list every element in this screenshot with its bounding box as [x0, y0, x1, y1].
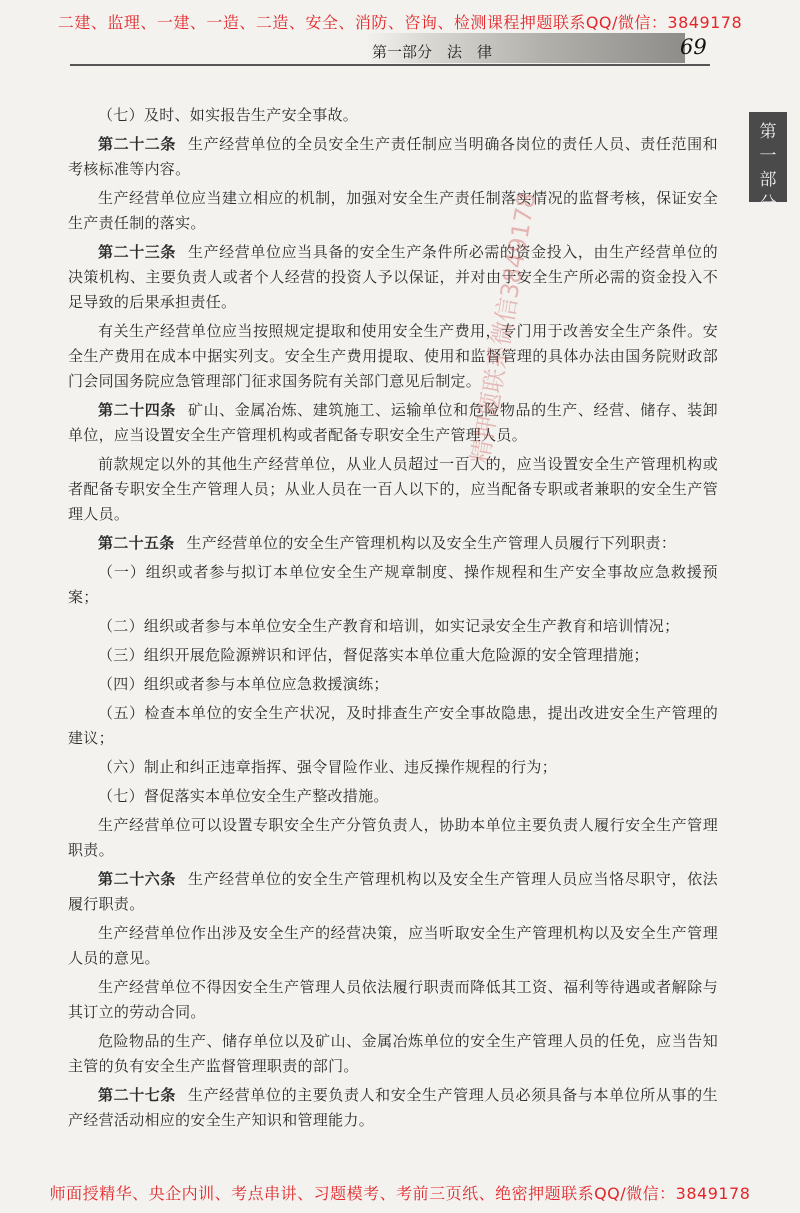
paragraph-text: 生产经营单位的全员安全生产责任制应当明确各岗位的责任人员、责任范围和考核标准等内容。: [68, 135, 718, 178]
bottom-promo-banner: 师面授精华、央企内训、考点串讲、习题模考、考前三页纸、绝密押题联系QQ/微信：3849178: [49, 1184, 751, 1203]
paragraph: [68, 1029, 718, 1079]
paragraph-text: （六）制止和纠正违章指挥、强令冒险作业、违反操作规程的行为；: [98, 758, 558, 776]
side-tab-char: 分: [759, 194, 777, 214]
article-number: 第二十二条: [98, 135, 176, 153]
header-rule: [70, 64, 710, 66]
body-text: [68, 103, 718, 1137]
paragraph: [68, 560, 718, 610]
watermark: 精押题联系微信3849178: [465, 190, 542, 466]
paragraph-text: 生产经营单位的安全生产管理机构以及安全生产管理人员应当恪尽职守，依法履行职责。: [68, 870, 718, 913]
paragraph: [68, 755, 718, 780]
paragraph-text: 生产经营单位可以设置专职安全生产分管负责人，协助本单位主要负责人履行安全生产管理职责。: [68, 816, 718, 859]
paragraph: [68, 672, 718, 697]
article-paragraph: [68, 132, 718, 182]
paragraph-text: 生产经营单位作出涉及安全生产的经营决策，应当听取安全生产管理机构以及安全生产管理人员的意见。: [68, 924, 718, 967]
side-tab-char: 第: [759, 122, 777, 142]
section-side-tab: [749, 112, 787, 214]
page-number: 69: [680, 35, 707, 59]
top-promo-banner: 二建、监理、一建、一造、二造、安全、消防、咨询、检测课程押题联系QQ/微信：3849178: [57, 13, 743, 32]
paragraph-text: （五）检查本单位的安全生产状况，及时排查生产安全事故隐患，提出改进安全生产管理的建议；: [68, 704, 718, 747]
paragraph-text: （七）督促落实本单位安全生产整改措施。: [98, 787, 389, 805]
article-paragraph: [68, 240, 718, 315]
paragraph-text: 生产经营单位的安全生产管理机构以及安全生产管理人员履行下列职责：: [186, 534, 677, 552]
article-paragraph: [68, 1083, 718, 1133]
paragraph: [68, 921, 718, 971]
side-tab-char: 一: [759, 146, 777, 166]
paragraph: [68, 813, 718, 863]
paragraph: [68, 614, 718, 639]
paragraph-text: （三）组织开展危险源辨识和评估，督促落实本单位重大危险源的安全管理措施；: [98, 646, 649, 664]
article-paragraph: [68, 867, 718, 917]
side-tab-char: 部: [759, 170, 777, 190]
paragraph-text: 有关生产经营单位应当按照规定提取和使用安全生产费用，专门用于改善安全生产条件。安全生产费用在成本中据实列支。安全生产费用提取、使用和监督管理的具体办法由国务院财政部门会同国务院应急管理部门征求国务院有关部门意见后制定。: [68, 322, 718, 390]
article-number: 第二十三条: [98, 243, 176, 261]
paragraph: [68, 784, 718, 809]
paragraph-text: 危险物品的生产、储存单位以及矿山、金属冶炼单位的安全生产管理人员的任免，应当告知主管的负有安全生产监督管理职责的部门。: [68, 1032, 718, 1075]
running-header-title: 第一部分 法 律: [372, 43, 493, 61]
paragraph: [68, 701, 718, 751]
paragraph-text: 前款规定以外的其他生产经营单位，从业人员超过一百人的，应当设置安全生产管理机构或者配备专职安全生产管理人员；从业人员在一百人以下的，应当配备专职或者兼职的安全生产管理人员。: [68, 455, 718, 523]
paragraph: [68, 186, 718, 236]
paragraph: [68, 452, 718, 527]
paragraph-text: 生产经营单位应当具备的安全生产条件所必需的资金投入，由生产经营单位的决策机构、主要负责人或者个人经营的投资人予以保证，并对由于安全生产所必需的资金投入不足导致的后果承担责任。: [68, 243, 718, 311]
article-paragraph: [68, 398, 718, 448]
paragraph: [68, 103, 718, 128]
article-paragraph: [68, 531, 718, 556]
paragraph: [68, 975, 718, 1025]
paragraph-text: 生产经营单位应当建立相应的机制，加强对安全生产责任制落实情况的监督考核，保证安全生产责任制的落实。: [68, 189, 718, 232]
paragraph: [68, 643, 718, 668]
article-number: 第二十六条: [98, 870, 176, 888]
paragraph-text: 矿山、金属冶炼、建筑施工、运输单位和危险物品的生产、经营、储存、装卸单位，应当设置安全生产管理机构或者配备专职安全生产管理人员。: [68, 401, 718, 444]
paragraph-text: （四）组织或者参与本单位应急救援演练；: [98, 675, 389, 693]
paragraph-text: （二）组织或者参与本单位安全生产教育和培训，如实记录安全生产教育和培训情况；: [98, 617, 680, 635]
paragraph-text: 生产经营单位不得因安全生产管理人员依法履行职责而降低其工资、福利等待遇或者解除与其订立的劳动合同。: [68, 978, 718, 1021]
paragraph-text: 生产经营单位的主要负责人和安全生产管理人员必须具备与本单位所从事的生产经营活动相应的安全生产知识和管理能力。: [68, 1086, 718, 1129]
article-number: 第二十七条: [98, 1086, 176, 1104]
article-number: 第二十五条: [98, 534, 175, 552]
paragraph: [68, 319, 718, 394]
paragraph-text: （七）及时、如实报告生产安全事故。: [98, 106, 359, 124]
article-number: 第二十四条: [98, 401, 176, 419]
paragraph-text: （一）组织或者参与拟订本单位安全生产规章制度、操作规程和生产安全事故应急救援预案；: [68, 563, 718, 606]
